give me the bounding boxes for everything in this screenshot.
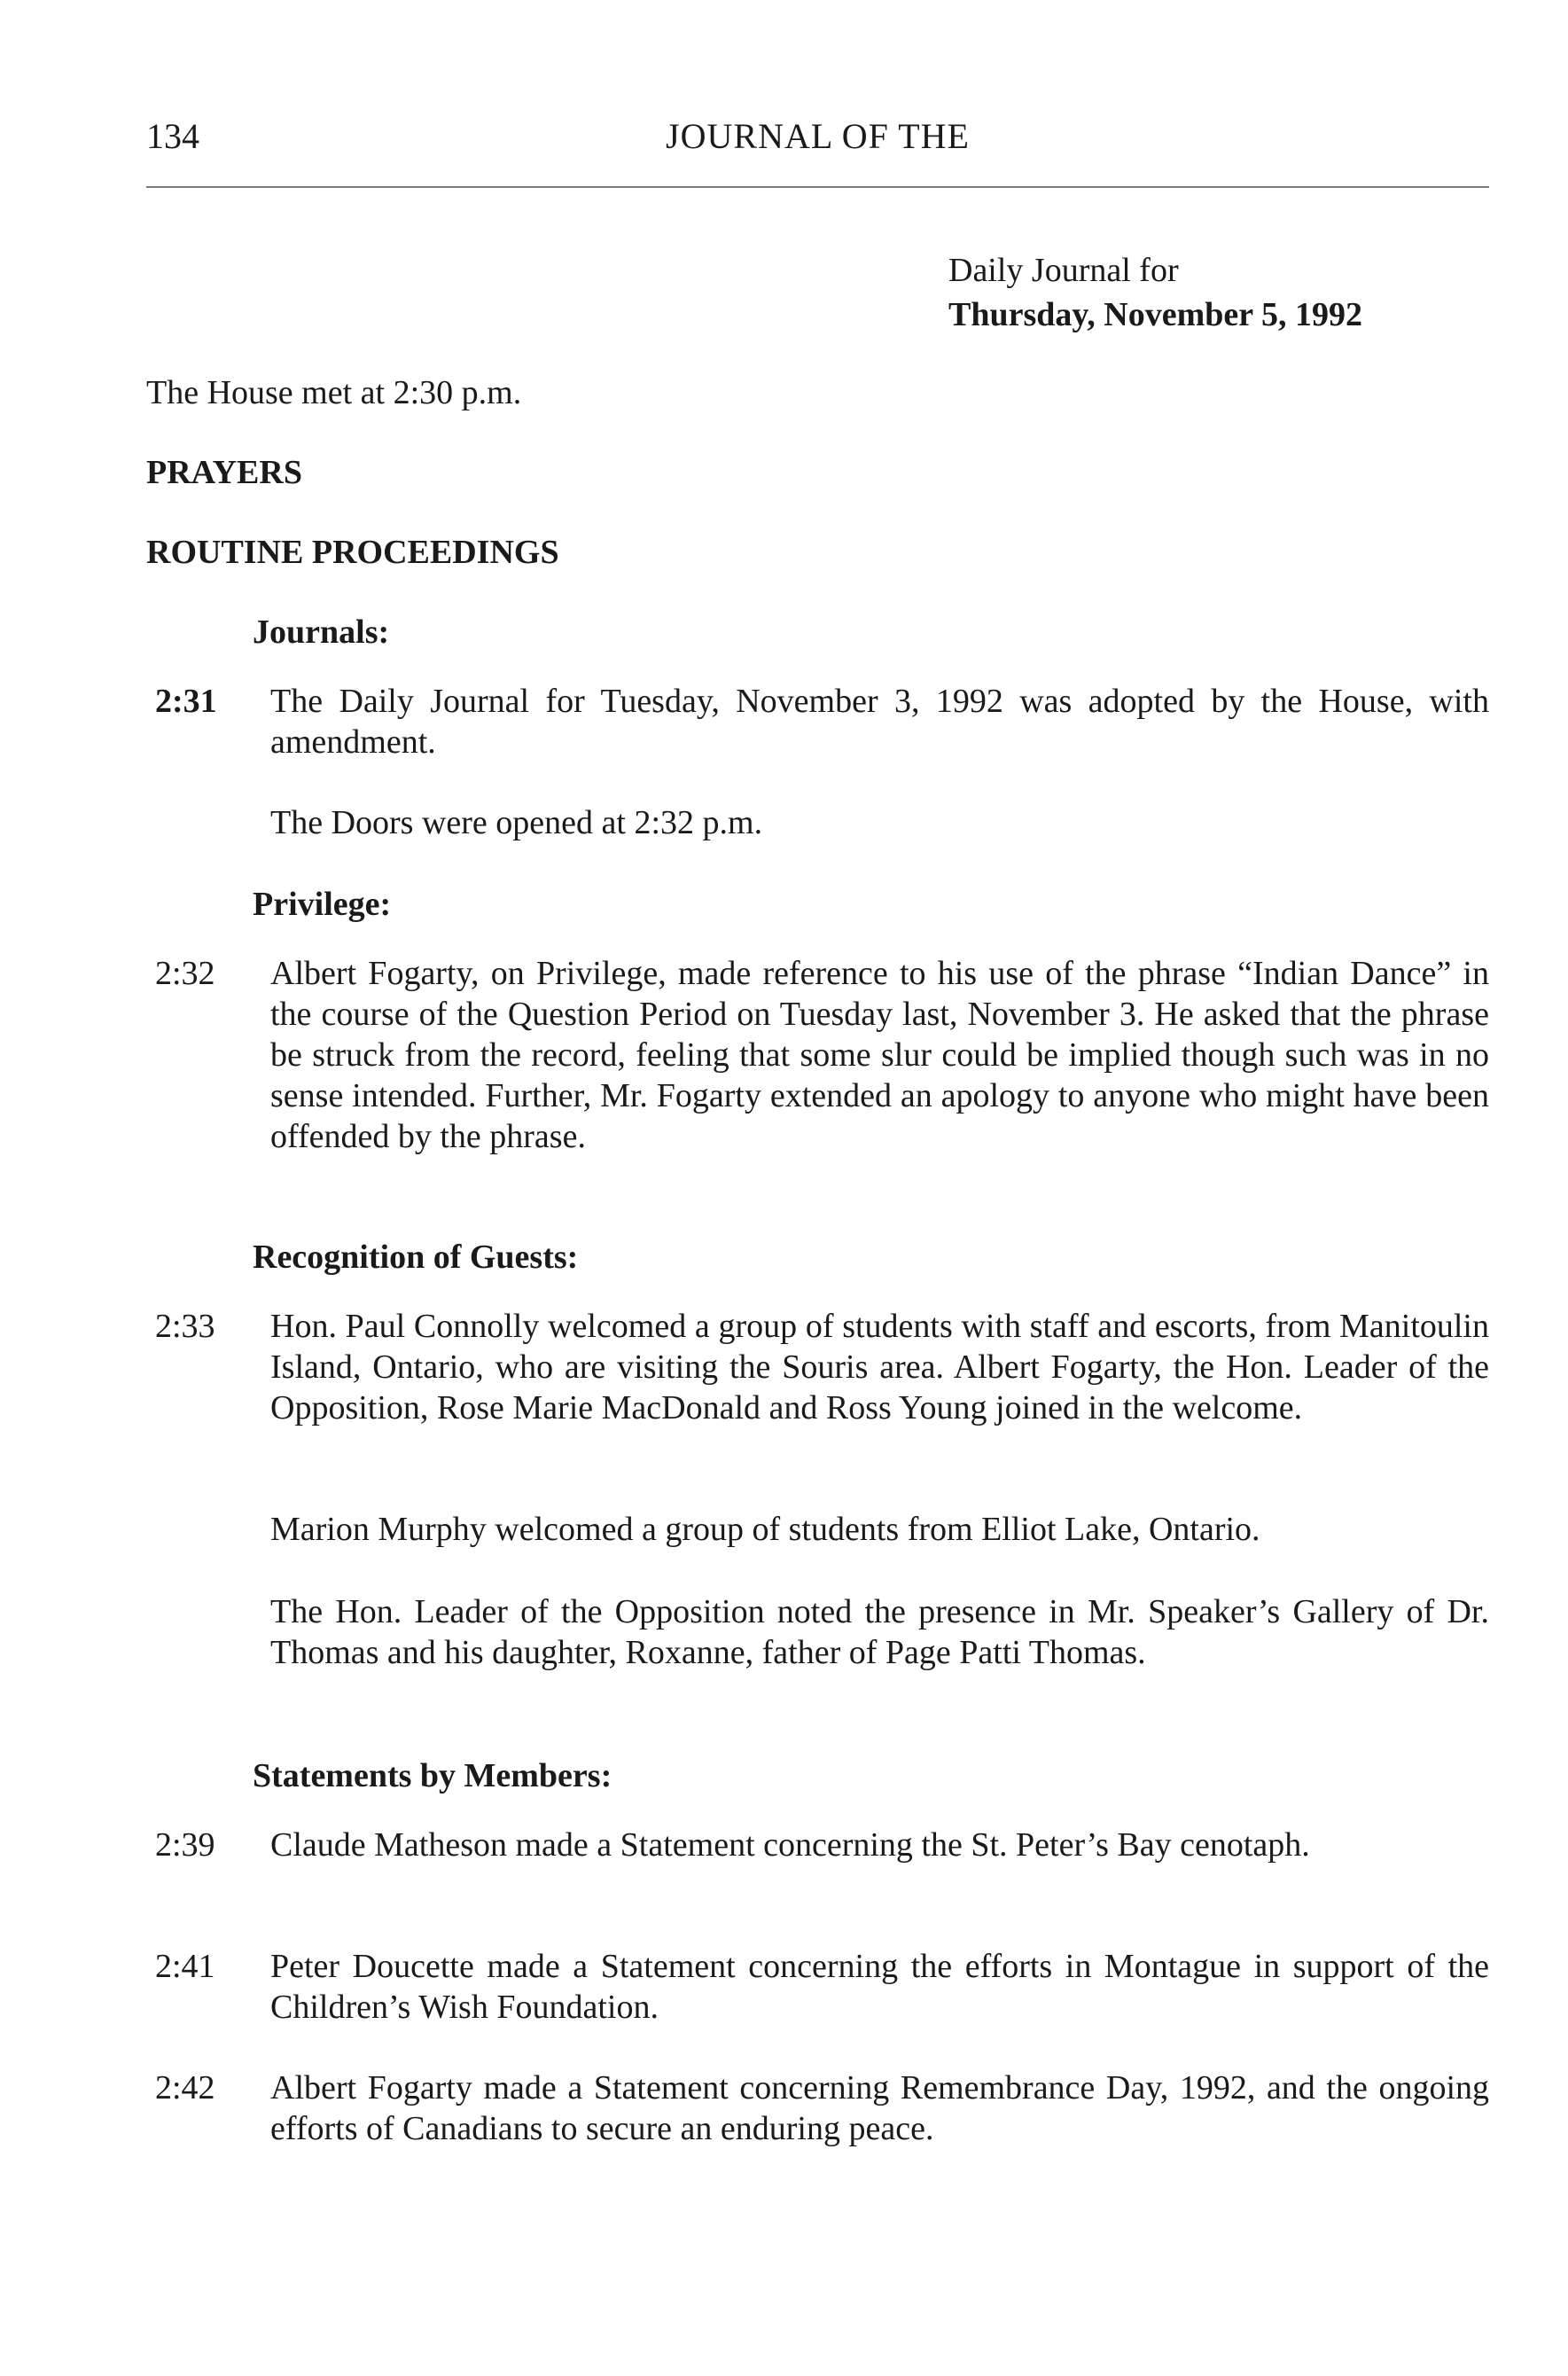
time-journals: 2:31 bbox=[155, 683, 217, 720]
entry-guests-3: The Hon. Leader of the Opposition noted the presence in Mr. Speaker’s Gallery of Dr. Thomas and his daughter, Roxanne, father of Page Patti Thomas. bbox=[270, 1593, 1489, 1671]
journal-date bbox=[948, 248, 1362, 337]
entry-guests-2: Marion Murphy welcomed a group of students from Elliot Lake, Ontario. bbox=[270, 1511, 1260, 1548]
running-title: JOURNAL OF THE bbox=[666, 116, 970, 156]
heading-prayers: PRAYERS bbox=[146, 454, 302, 491]
entry-statement-3: Albert Fogarty made a Statement concerning Remembrance Day, 1992, and the ongoing efforts of Canadians to secure an enduring peace. bbox=[270, 2069, 1489, 2147]
journal-date-label: Daily Journal for bbox=[948, 252, 1179, 289]
time-guests: 2:33 bbox=[155, 1308, 215, 1345]
subheading-privilege: Privilege: bbox=[253, 886, 392, 923]
header-rule bbox=[146, 186, 1489, 188]
time-statement-1: 2:39 bbox=[155, 1826, 215, 1864]
subheading-journals: Journals: bbox=[253, 614, 390, 651]
page-header bbox=[146, 115, 1489, 168]
entry-statement-1: Claude Matheson made a Statement concerning the St. Peter’s Bay cenotaph. bbox=[270, 1826, 1310, 1864]
time-statement-2: 2:41 bbox=[155, 1948, 215, 1985]
subheading-recognition-of-guests: Recognition of Guests: bbox=[253, 1239, 579, 1276]
entry-statement-2: Peter Doucette made a Statement concerning the efforts in Montague in support of the Children’s Wish Foundation. bbox=[270, 1948, 1489, 2026]
time-statement-3: 2:42 bbox=[155, 2069, 215, 2106]
opening-line: The House met at 2:30 p.m. bbox=[146, 374, 522, 411]
journal-date-value: Thursday, November 5, 1992 bbox=[948, 296, 1362, 333]
entry-journals: The Daily Journal for Tuesday, November 3, 1992 was adopted by the House, with amendment. bbox=[270, 683, 1489, 761]
subheading-statements-by-members: Statements by Members: bbox=[253, 1757, 612, 1794]
entry-privilege: Albert Fogarty, on Privilege, made reference to his use of the phrase “Indian Dance” in the course of the Question Period on Tuesday last, November 3. He asked that the phrase be struck from the record, feeling that some slur could be implied though such was in no sense intended. Further, Mr. Fogarty extended an apology to anyone who might have been offended by the phrase. bbox=[270, 955, 1489, 1155]
entry-guests-1: Hon. Paul Connolly welcomed a group of students with staff and escorts, from Manitoulin Island, Ontario, who are visiting the Souris area. Albert Fogarty, the Hon. Leader of the Opposition, Rose Marie MacDonald and Ross Young joined in the welcome. bbox=[270, 1308, 1489, 1426]
page-number: 134 bbox=[146, 116, 199, 156]
heading-routine-proceedings: ROUTINE PROCEEDINGS bbox=[146, 534, 559, 571]
time-privilege: 2:32 bbox=[155, 955, 215, 992]
entry-doors-opened: The Doors were opened at 2:32 p.m. bbox=[270, 804, 763, 841]
